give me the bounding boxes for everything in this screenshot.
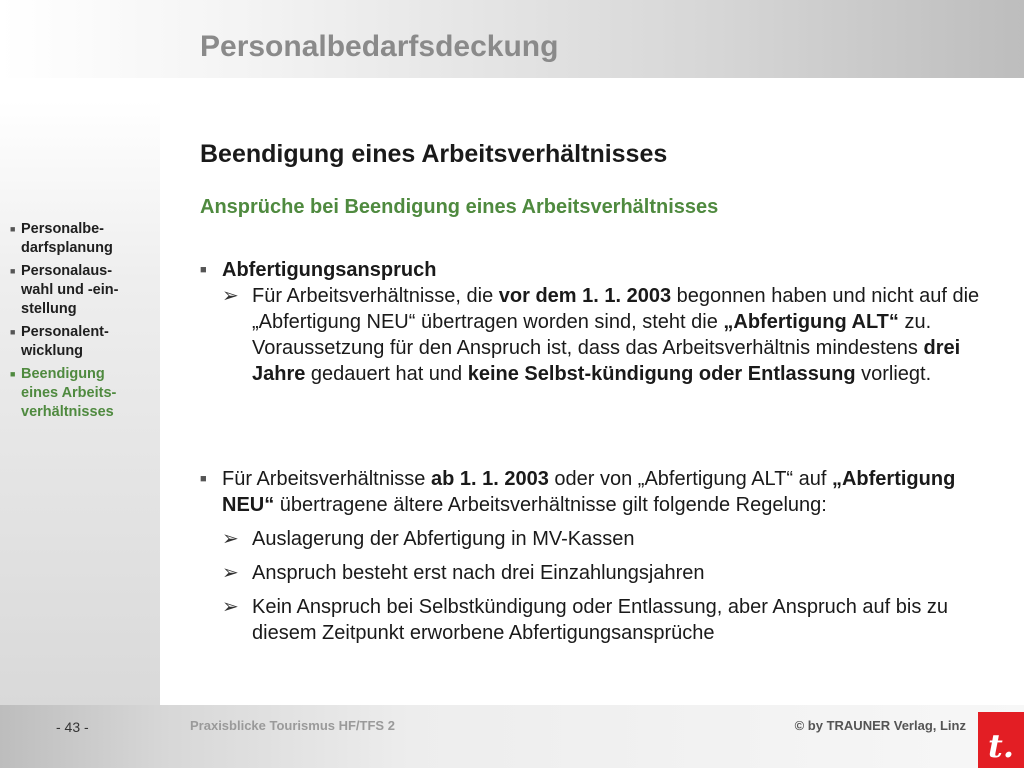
sidebar-item-label: Personalaus- wahl und -ein- stellung [21,263,119,317]
content-header [200,138,1000,220]
header-band [0,0,1024,78]
sidebar-item-label: Personalbe- darfsplanung [21,221,113,256]
sub-bullet-text: Für Arbeitsverhältnisse, die vor dem 1. 1. 2003 begonnen haben und nicht auf die „Abfertigung NEU“ übertragen worden sind, steht die „Abfertigung ALT“ zu. Voraussetzung für den Anspruch ist, dass das Arbeitsverhältnis mindestens drei Jahre gedauert hat und keine Selbst-kündigung oder Entlassung vorliegt. [252,285,980,385]
sidebar-item-label: Beendigung eines Arbeits- verhältnisses [21,366,117,420]
section-subheading: Ansprüche bei Beendigung eines Arbeitsverhältnisses [200,196,719,218]
page-number: - 43 - [56,719,89,735]
sub-bullet-text: Kein Anspruch bei Selbstkündigung oder Entlassung, aber Anspruch auf bis zu diesem Zeitpunkt erworbene Abfertigungsansprüche [252,596,949,644]
section-regelung [200,466,1000,646]
arrow-bullet-icon: ➢ [222,528,239,550]
footer [0,705,1024,768]
bullet-title: Abfertigungsanspruch [222,259,437,281]
bullet-icon: ■ [10,224,16,234]
bullet-icon: ■ [10,369,16,379]
bullet-icon: ■ [200,264,207,276]
sub-bullet-item [200,526,1000,552]
sub-bullet-item [200,560,1000,586]
trauner-logo: t. [978,712,1024,768]
section-heading: Beendigung eines Arbeitsverhältnisses [200,140,668,168]
sidebar-item-personalbedarfsplanung[interactable] [10,220,155,258]
section-abfertigungsanspruch [200,257,1000,387]
arrow-bullet-icon: ➢ [222,562,239,584]
bullet-item [200,466,1000,518]
sidebar-item-personalentwicklung[interactable] [10,323,155,361]
arrow-bullet-icon: ➢ [222,596,239,618]
sub-bullet-text: Anspruch besteht erst nach drei Einzahlungsjahren [252,562,705,584]
sidebar-nav [10,220,155,426]
bullet-icon: ■ [10,327,16,337]
course-name: Praxisblicke Tourismus HF/TFS 2 [190,718,395,733]
sub-bullet-item [200,594,1000,646]
sub-bullet-item [200,283,1000,387]
bullet-icon: ■ [10,266,16,276]
sidebar-item-beendigung[interactable] [10,365,155,422]
bullet-item [200,257,1000,283]
page-title: Personalbedarfsdeckung [200,30,559,63]
bullet-icon: ■ [200,473,207,485]
sidebar-item-label: Personalent- wicklung [21,324,109,359]
sub-bullet-text: Auslagerung der Abfertigung in MV-Kassen [252,528,635,550]
bullet-text: Für Arbeitsverhältnisse ab 1. 1. 2003 oder von „Abfertigung ALT“ auf „Abfertigung NEU“ übertragene ältere Arbeitsverhältnisse gilt folgende Regelung: [222,468,956,516]
sidebar-item-personalauswahl[interactable] [10,262,155,319]
copyright: © by TRAUNER Verlag, Linz [794,718,966,733]
arrow-bullet-icon: ➢ [222,285,239,307]
